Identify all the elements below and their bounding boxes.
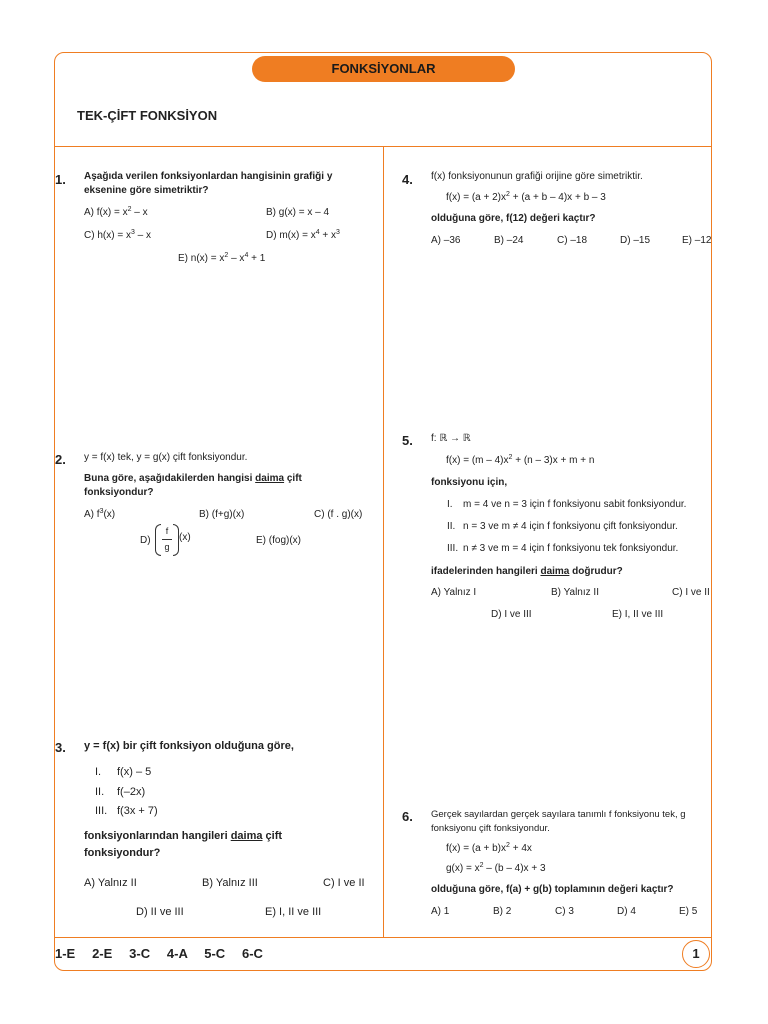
question-1-option-c[interactable]: C) $h(x) = x^3 - x$ xyxy=(84,229,151,241)
question-5-domain: f: ℝ → ℝ xyxy=(431,433,471,444)
question-2-option-c[interactable]: C) (f . g)(x) xyxy=(314,509,363,520)
question-6-option-b[interactable]: B) 2 xyxy=(493,906,512,917)
question-6-stem-line1: Gerçek sayılardan gerçek sayılara tanımlı f fonksiyonu tek, g xyxy=(431,809,686,820)
question-5-condition: fonksiyonu için, xyxy=(431,477,508,488)
question-3-question-line1: fonksiyonlarından hangileri daima çift xyxy=(84,830,283,842)
question-3-option-d[interactable]: D) II ve III xyxy=(136,906,184,918)
question-5-item-1: m = 4 ve n = 3 için f fonksiyonu sabit fonksiyondur. xyxy=(463,499,687,510)
question-6-option-a[interactable]: A) 1 xyxy=(431,906,450,917)
section-title: FONKSİYONLAR xyxy=(252,56,515,82)
question-5-item-3: n ≠ 3 ve m = 4 için f fonksiyonu tek fonksiyondur. xyxy=(463,543,679,554)
question-2-option-d-label[interactable]: D) xyxy=(140,535,151,546)
question-1-stem-line2: eksenine göre simetriktir? xyxy=(84,185,209,196)
question-3-item-3: f(3x + 7) xyxy=(117,805,158,817)
question-4-option-d[interactable]: D) –15 xyxy=(620,235,651,246)
question-1-stem-line1: Aşağıda verilen fonksiyonlardan hangisinin grafiği y xyxy=(84,171,333,182)
question-1-number: 1. xyxy=(55,172,66,187)
question-6-option-c[interactable]: C) 3 xyxy=(555,906,574,917)
question-2-stem-line3: fonksiyondur? xyxy=(84,487,154,498)
question-3-option-e[interactable]: E) I, II ve III xyxy=(265,906,322,918)
question-6-question: olduğuna göre, f(a) + g(b) toplamının değeri kaçtır? xyxy=(431,884,674,895)
question-4-stem: f(x) fonksiyonunun grafiği orijine göre simetriktir. xyxy=(431,171,643,182)
question-1-option-b[interactable]: B) g(x) = x – 4 xyxy=(266,207,330,218)
question-2-option-d-tail: (x) xyxy=(179,532,191,543)
question-5-option-b[interactable]: B) Yalnız II xyxy=(551,587,599,598)
answer-key: 1-E 2-E 3-C 4-A 5-C 6-C xyxy=(55,946,263,961)
question-2-option-e[interactable]: E) (fog)(x) xyxy=(256,535,301,546)
question-5-option-a[interactable]: A) Yalnız I xyxy=(431,587,477,598)
question-3-item-1-roman: I. xyxy=(95,766,102,778)
question-2-option-b[interactable]: B) (f+g)(x) xyxy=(199,509,245,520)
fraction-numerator: f xyxy=(165,526,169,536)
question-6-option-d[interactable]: D) 4 xyxy=(617,906,636,917)
question-5-item-2-roman: II. xyxy=(447,521,456,532)
question-4-option-e[interactable]: E) –12 xyxy=(682,235,712,246)
question-6-stem-line2: fonksiyonu çift fonksiyondur. xyxy=(431,823,550,834)
fraction-bar xyxy=(162,539,172,540)
question-1-option-d[interactable]: D) $m(x) = x^4 + x^3$ xyxy=(266,229,340,241)
question-5-item-3-roman: III. xyxy=(447,543,459,554)
question-5-option-e[interactable]: E) I, II ve III xyxy=(612,609,664,620)
question-2-option-a[interactable]: A) $f^3(x)$ xyxy=(84,508,116,520)
question-6-equation-f: $f(x) = (a + b)x^2 + 4x$ xyxy=(446,842,532,854)
question-6-equation-g: $g(x) = x^2 - (b - 4)x + 3$ xyxy=(446,862,546,874)
question-3-option-b[interactable]: B) Yalnız III xyxy=(202,877,258,889)
question-4-question: olduğuna göre, f(12) değeri kaçtır? xyxy=(431,213,596,224)
column-divider xyxy=(383,146,384,938)
question-5-question: ifadelerinden hangileri daima doğrudur? xyxy=(431,566,623,577)
question-3-item-2: f(–2x) xyxy=(117,786,146,798)
question-5-number: 5. xyxy=(402,433,413,448)
question-5-item-1-roman: I. xyxy=(447,499,453,510)
question-3-item-2-roman: II. xyxy=(95,786,105,798)
footer-divider xyxy=(54,937,712,938)
question-3-item-1: f(x) – 5 xyxy=(117,766,152,778)
question-3-option-a[interactable]: A) Yalnız II xyxy=(84,877,137,889)
question-3-option-c[interactable]: C) I ve II xyxy=(323,877,365,889)
question-4-equation: $f(x) = (a + 2)x^2 + (a + b - 4)x + b - 3$ xyxy=(446,191,606,203)
question-2-option-d-fraction[interactable] xyxy=(155,524,179,556)
question-4-option-a[interactable]: A) –36 xyxy=(431,235,461,246)
question-2-stem-line1: y = f(x) tek, y = g(x) çift fonksiyondur. xyxy=(84,452,248,463)
question-2-number: 2. xyxy=(55,452,66,467)
topic-title: TEK-ÇİFT FONKSİYON xyxy=(77,108,218,123)
question-4-number: 4. xyxy=(402,172,413,187)
question-3-item-3-roman: III. xyxy=(95,805,108,817)
fraction-denominator: g xyxy=(164,542,170,552)
question-4-option-b[interactable]: B) –24 xyxy=(494,235,524,246)
question-5-option-c[interactable]: C) I ve II xyxy=(672,587,710,598)
question-2-stem-line2: Buna göre, aşağıdakilerden hangisi daima çift xyxy=(84,473,302,484)
page-number: 1 xyxy=(682,940,710,968)
question-4-option-c[interactable]: C) –18 xyxy=(557,235,588,246)
question-5-equation: $f(x) = (m - 4)x^2 + (n - 3)x + m + n$ xyxy=(446,454,595,466)
question-1-option-e[interactable]: E) $n(x) = x^2 - x^4 + 1$ xyxy=(178,252,266,264)
question-5-option-d[interactable]: D) I ve III xyxy=(491,609,532,620)
question-3-question-line2: fonksiyondur? xyxy=(84,847,161,859)
question-6-option-e[interactable]: E) 5 xyxy=(679,906,698,917)
question-3-number: 3. xyxy=(55,740,66,755)
question-3-stem: y = f(x) bir çift fonksiyon olduğuna göre, xyxy=(84,740,294,752)
question-1-option-a[interactable]: A) $f(x) = x^2 - x$ xyxy=(84,206,148,218)
question-5-item-2: n = 3 ve m ≠ 4 için f fonksiyonu çift fonksiyondur. xyxy=(463,521,678,532)
question-6-number: 6. xyxy=(402,809,413,824)
